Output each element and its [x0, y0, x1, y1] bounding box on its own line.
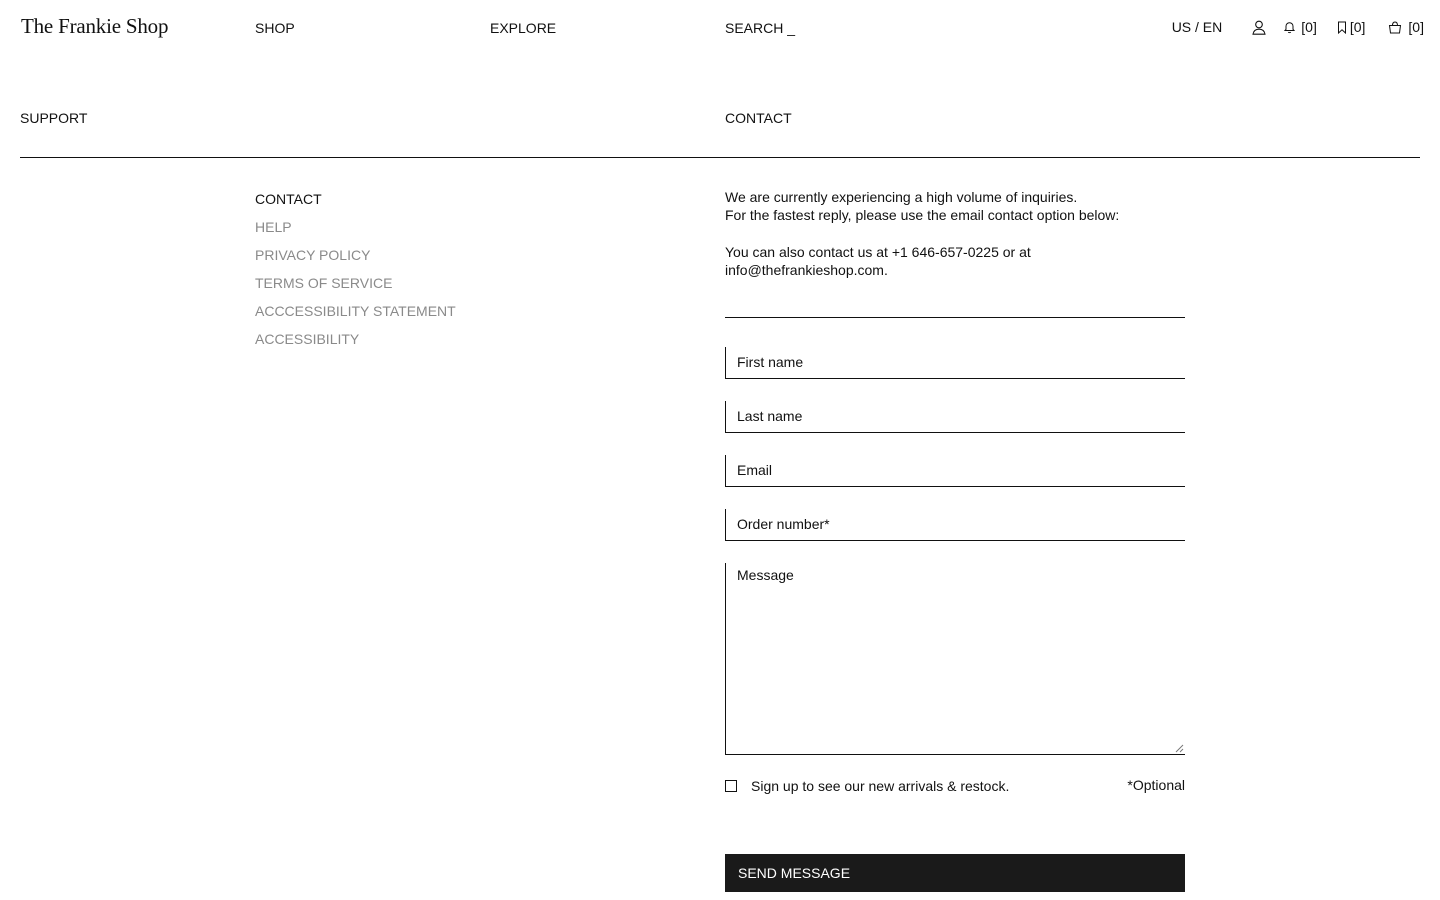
account-button[interactable] [1252, 20, 1266, 35]
newsletter-label[interactable]: Sign up to see our new arrivals & restock. [751, 778, 1010, 794]
message-textarea[interactable] [725, 563, 1185, 755]
support-menu-privacy-policy[interactable]: PRIVACY POLICY [255, 247, 371, 263]
support-heading: SUPPORT [20, 110, 88, 126]
intro-line-2: For the fastest reply, please use the email contact option below: [725, 207, 1120, 223]
saved-items-button[interactable] [1337, 19, 1366, 35]
optional-note: *Optional [1127, 777, 1185, 793]
intro-divider [725, 317, 1185, 318]
bell-icon [1284, 21, 1295, 34]
saved-count: [0] [1349, 19, 1366, 35]
brand-logo[interactable]: The Frankie Shop [21, 14, 169, 38]
contact-heading: CONTACT [725, 110, 792, 126]
header-actions [1172, 19, 1424, 35]
shopping-bag-button[interactable] [1388, 19, 1424, 35]
bag-icon [1388, 21, 1402, 34]
locale-selector[interactable]: US / EN [1171, 19, 1223, 35]
email-field[interactable]: Email [725, 455, 1185, 487]
send-message-button[interactable]: SEND MESSAGE [725, 854, 1185, 892]
intro-email-link[interactable]: info@thefrankieshop.com. [725, 262, 888, 278]
intro-paragraph-2 [725, 243, 1185, 279]
search-trigger[interactable]: SEARCH _ [725, 20, 796, 36]
support-menu-accessibility-statement[interactable]: ACCCESSIBILITY STATEMENT [255, 303, 456, 319]
newsletter-checkbox[interactable] [725, 780, 737, 792]
support-menu-terms-of-service[interactable]: TERMS OF SERVICE [255, 275, 393, 291]
message-placeholder: Message [737, 567, 794, 583]
notifications-button[interactable] [1284, 19, 1317, 35]
last-name-field[interactable]: Last name [725, 401, 1185, 433]
order-number-field[interactable]: Order number* [725, 509, 1185, 541]
site-header [0, 0, 1440, 56]
section-divider [20, 157, 1420, 158]
support-menu-contact[interactable]: CONTACT [255, 191, 322, 207]
nav-explore[interactable]: EXPLORE [490, 20, 557, 36]
notifications-count: [0] [1301, 19, 1317, 35]
bag-count: [0] [1408, 19, 1424, 35]
intro-line-3: You can also contact us at +1 646-657-0225 or at [725, 244, 1031, 260]
first-name-field[interactable]: First name [725, 347, 1185, 379]
intro-line-1: We are currently experiencing a high volume of inquiries. [725, 189, 1078, 205]
support-menu-accessibility[interactable]: ACCESSIBILITY [255, 331, 360, 347]
bookmark-icon [1337, 21, 1347, 34]
user-icon [1252, 20, 1266, 35]
resize-handle-icon[interactable] [1175, 744, 1184, 753]
intro-paragraph-1 [725, 188, 1185, 224]
support-menu [255, 191, 456, 359]
contact-intro [725, 188, 1185, 279]
support-menu-help[interactable]: HELP [255, 219, 292, 235]
nav-shop[interactable]: SHOP [255, 20, 295, 36]
